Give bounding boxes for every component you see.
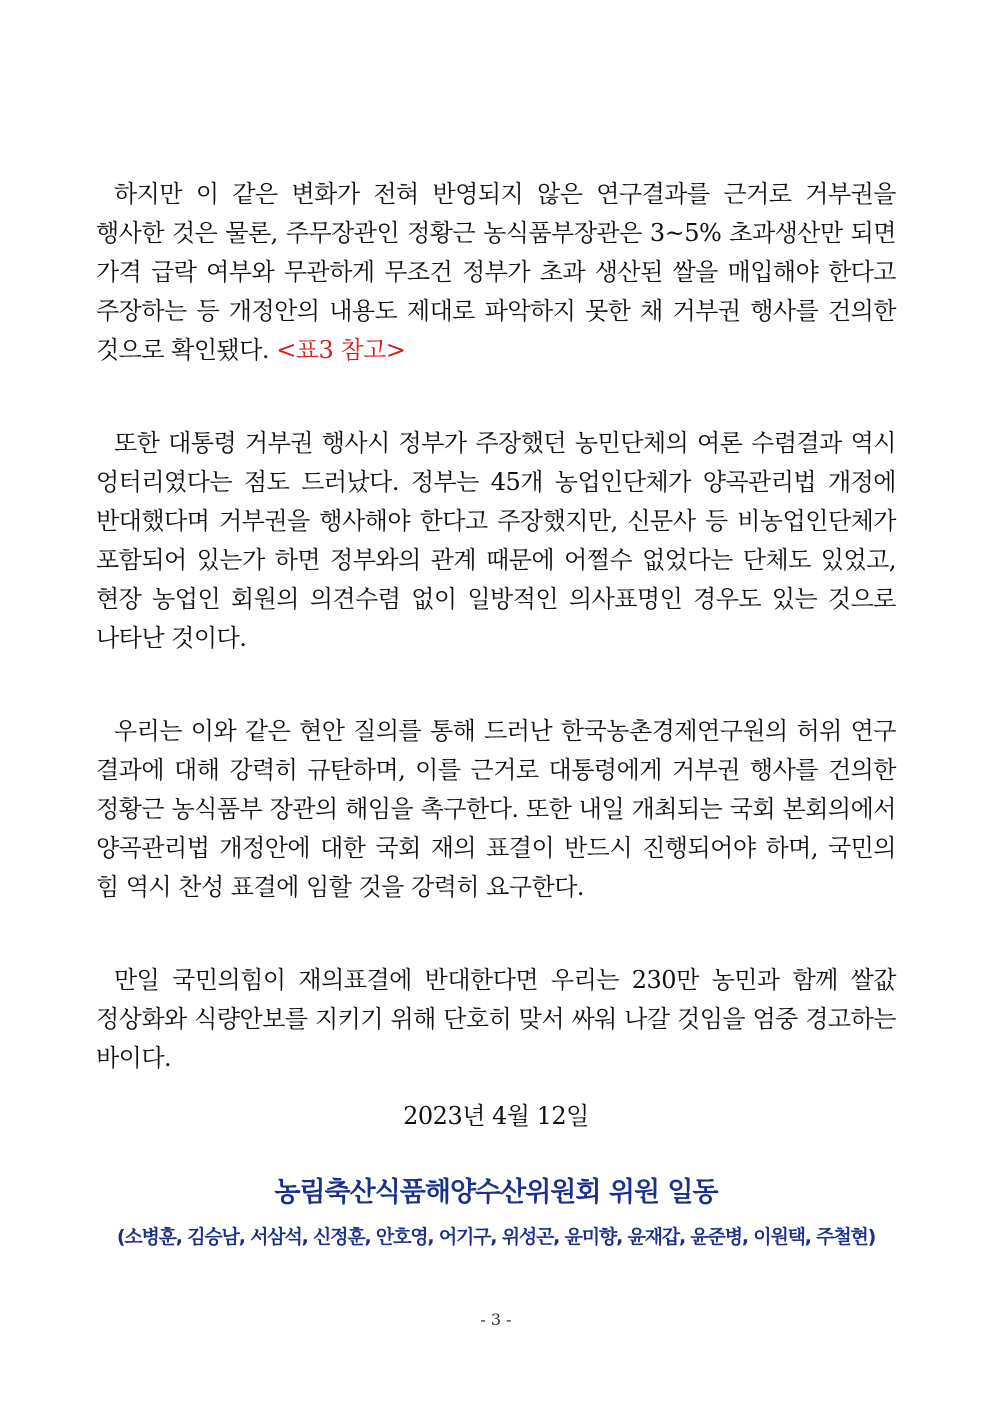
table-reference: <표3 참고> bbox=[276, 336, 406, 364]
body-text bbox=[96, 175, 896, 1132]
statement-date: 2023년 4월 12일 bbox=[403, 1102, 589, 1130]
paragraph-text: 만일 국민의힘이 재의표결에 반대한다면 우리는 230만 농민과 함께 쌀값 정상화와 식량안보를 지키기 위해 단호히 맞서 싸워 나갈 것임을 엄중 경고하는 바이다. bbox=[96, 966, 896, 1072]
paragraph-text: 또한 대통령 거부권 행사시 정부가 주장했던 농민단체의 여론 수렴결과 역시 엉터리였다는 점도 드러났다. 정부는 45개 농업인단체가 양곡관리법 개정에 반대했다며 거부권을 행사해야 한다고 주장했지만, 신문사 등 비농업인단체가 포함되어 있는가 하면 정부와의 관계 때문에 어쩔수 없었다는 단체도 있었고, 현장 농업인 회원의 의견수렴 없이 일방적인 의사표명인 경우도 있는 것으로 나타난 것이다. bbox=[96, 429, 896, 652]
page-number: - 3 - bbox=[480, 1310, 512, 1329]
paragraph-farmer-survey bbox=[96, 424, 896, 658]
paragraph-demand bbox=[96, 712, 896, 907]
paragraph-text: 우리는 이와 같은 현안 질의를 통해 드러난 한국농촌경제연구원의 허위 연구 결과에 대해 강력히 규탄하며, 이를 근거로 대통령에게 거부권 행사를 건의한 정황근 농식품부 장관의 해임을 촉구한다. 또한 내일 개최되는 국회 본회의에서 양곡관리법 개정안에 대한 국회 재의 표결이 반드시 진행되어야 하며, 국민의 힘 역시 찬성 표결에 임할 것을 강력히 요구한다. bbox=[96, 717, 896, 901]
paragraph-text: 하지만 이 같은 변화가 전혀 반영되지 않은 연구결과를 근거로 거부권을 행사한 것은 물론, 주무장관인 정황근 농식품부장관은 3~5% 초과생산만 되면 가격 급락 여부와 무관하게 무조건 정부가 초과 생산된 쌀을 매입해야 한다고 주장하는 등 개정안의 내용도 제대로 파악하지 못한 채 거부권 행사를 건의한 것으로 확인됐다. bbox=[96, 180, 896, 364]
paragraph-warning bbox=[96, 961, 896, 1078]
committee-signature: 농림축산식품해양수산위원회 위원 일동 bbox=[274, 1177, 718, 1208]
paragraph-veto-grounds bbox=[96, 175, 896, 370]
member-list: (소병훈, 김승남, 서삼석, 신정훈, 안호영, 어기구, 위성곤, 윤미향, 윤재갑, 윤준병, 이원택, 주철현) bbox=[116, 1226, 876, 1248]
